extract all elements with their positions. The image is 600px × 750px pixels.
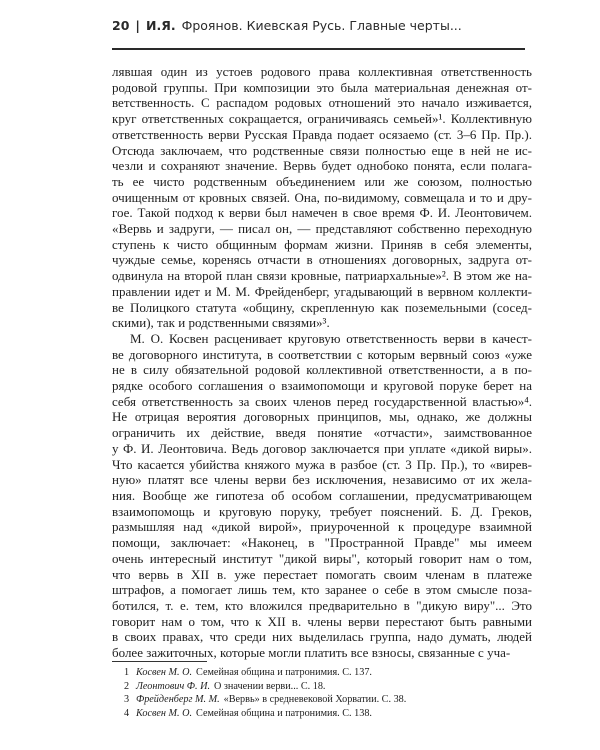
text-line: чуждые семье, коренясь отчасти в отношениях договорных, задруга от- [112, 252, 532, 268]
text-line: штрафов, а помогает лишь тем, кто заранее о себе в этом смысле поза- [112, 582, 532, 598]
text-line: не в силу обязательной родовой коллективной ответственности, а в по- [112, 362, 532, 378]
text-line: ть ее чисто родственным объединением или же союзом, полностью [112, 173, 532, 189]
text-line: себя ответственность за своих членов перед государственной властью»⁴. [112, 393, 532, 409]
page-number: 20 [112, 18, 130, 33]
footnote-rule [112, 661, 207, 662]
text-line: очищенным от кровных связей. Она, по-видимому, совмещала и то и дру- [112, 189, 532, 205]
text-line: М. О. Косвен расценивает круговую ответственность верви в качест- [130, 330, 532, 346]
text-line: «Вервь и задруги, — писал он, — представляют собственно переходную [112, 221, 532, 237]
text-line: гое. Такой подход к верви был намечен в свое время Ф. И. Леонтовичем. [112, 205, 532, 221]
text-line: размышляя над «дикой вирой», приуроченной к процедуре взаимной [112, 519, 532, 535]
text-line: Не отрицая вероятия договорных принципов, мы, однако, же должны [112, 409, 532, 425]
text-line: Отсюда заключаем, что родственные связи полностью еще в ней не ис- [112, 142, 532, 158]
footnote-number: 2 [124, 680, 130, 692]
footnote-author: Косвен М. О. [136, 667, 193, 678]
running-header [112, 18, 540, 33]
header-author: И.Я. [145, 18, 176, 33]
footnote [112, 707, 532, 721]
body-text [112, 64, 532, 661]
footnote-author: Косвен М. О. [136, 707, 193, 719]
text-line: Что касается убийства княжого мужа в разбое (ст. 3 Пр. Пр.), то «вирев- [112, 456, 532, 472]
footnote-author: Леонтович Ф. И. [136, 680, 210, 692]
text-line: правлении идет и М. М. Фрейденберг, угадывающий в вервном коллекти- [112, 283, 532, 299]
text-line: помощи, заключает: «Наконец, в "Пространной Правде" мы имеем [112, 535, 532, 551]
text-line: ограничить их действие, введя понятие «отчасти», заимствованное [112, 425, 532, 441]
text-line: говорит нам о том, что к XII в. члены верви перестают быть равными [112, 613, 532, 629]
text-line: ве Полицкого статута «общину, скрепленную как поземельными (сосед- [112, 299, 532, 315]
text-line: скими), так и родственными связями»³. [112, 315, 330, 331]
text-line: ве договорного института, в соответствии с которым вервный союз «уже [112, 346, 532, 362]
footnote-text: Семейная община и патронимия. С. 138. [196, 707, 372, 719]
footnote [112, 680, 532, 694]
text-line: одвинула на второй план связи кровные, патриархальные»². В этом же на- [112, 268, 532, 284]
text-line: круг ответственных сокращается, ограничиваясь семьей»¹. Коллективную [112, 111, 532, 127]
footnote-number: 4 [124, 707, 130, 719]
text-line: родовой группы. При композиции это была материальная денежная от- [112, 79, 532, 95]
text-line: ответственность верви Русская Правда подает осязаемо (ст. 3–6 Пр. Пр.). [112, 126, 532, 142]
text-line: в своих правах, что среди них выделилась группа, надо думать, людей [112, 629, 532, 645]
text-line: более зажиточных, которые могли платить все взносы, связанные с уча- [112, 645, 511, 661]
text-line: очень интересный институт "дикой виры", который говорит нам о том, [112, 550, 532, 566]
text-line: у Ф. И. Леонтовича. Ведь договор заключается при уплате «дикой виры». [112, 440, 532, 456]
text-line: ступень к чисто общинным формам жизни. Приняв в себя элементы, [112, 236, 532, 252]
text-line: ную» платят все члены верви без исключения, независимо от их жела- [112, 472, 532, 488]
footnote-text: «Вервь» в средневековой Хорватии. С. 38. [223, 694, 407, 705]
footnote-author: Фрейденберг М. М. [136, 694, 220, 705]
footnote-text: Семейная община и патронимия. С. 137. [196, 667, 372, 678]
header-title: Фроянов. Киевская Русь. Главные черты... [181, 18, 462, 33]
text-line: ния. Вообще же гипотеза об особом соглашении, предусматривающем [112, 487, 532, 503]
footnotes [112, 666, 532, 720]
footnote [112, 666, 532, 680]
text-line: ветственность. С распадом родовых отношений это начало изживается, [112, 95, 532, 111]
header-rule [112, 48, 525, 50]
footnote [112, 693, 532, 707]
text-line: лявшая один из устоев родового права коллективная ответственность [112, 64, 532, 79]
footnote-text: О значении верви... С. 18. [214, 680, 326, 692]
header-separator: | [135, 18, 140, 33]
text-line: что вервь в XII в. уже перестает помогать своим членам в платеже [112, 566, 532, 582]
footnote-number: 3 [124, 694, 130, 705]
footnote-number: 1 [124, 667, 130, 678]
text-line: взаимопомощь и круговую поруку, требует пояснений. Б. Д. Греков, [112, 503, 532, 519]
text-line: чезли и сохраняют значение. Вервь будет однобоко понята, если полага- [112, 158, 532, 174]
text-line: рядке особого соглашения о взаимопомощи и круговой поруке берет на [112, 378, 532, 394]
text-line: ботился, т. е. тем, кто вложился предварительно в "дикую виру"... Это [112, 597, 532, 613]
